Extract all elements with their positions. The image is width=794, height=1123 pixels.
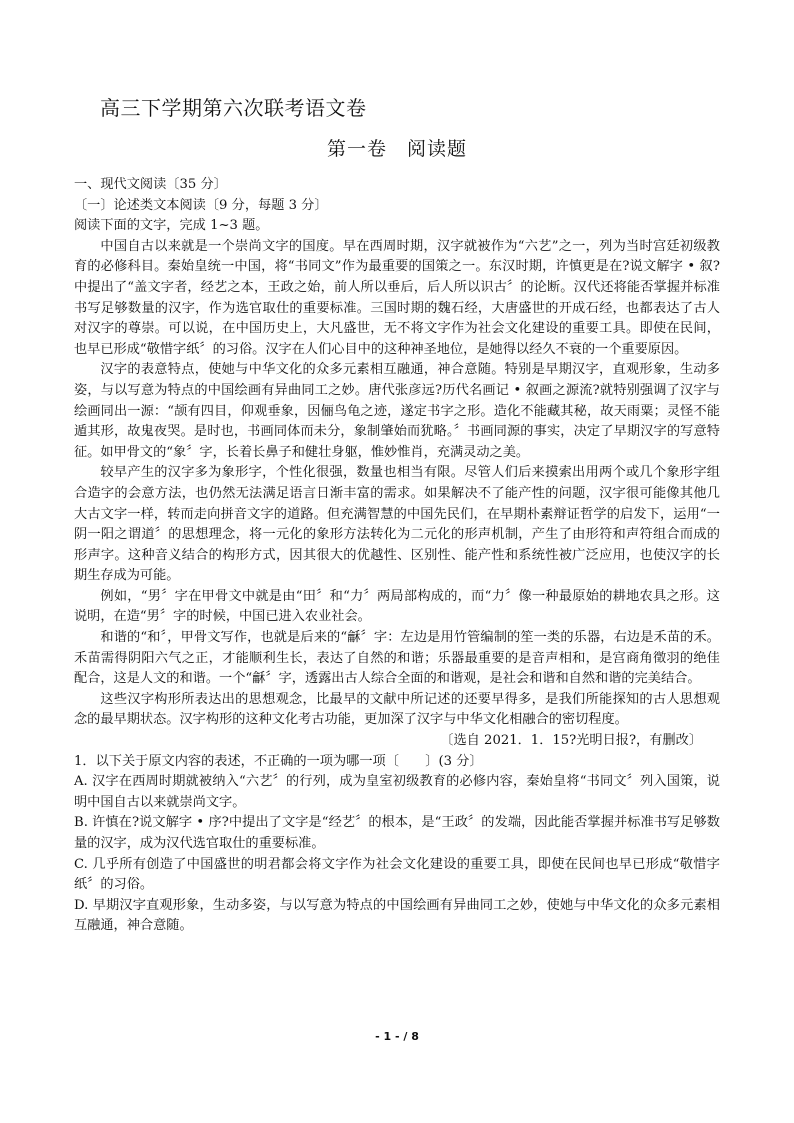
passage-paragraph: 这些汉字构形所表达出的思想观念，比最早的文献中所记述的还要早得多，是我们所能探知的古人思想观念的最早期状态。汉字构形的这种文化考古功能，更加深了汉字与中华文化相融合的密切程度。 — [74, 691, 720, 728]
document-title: 高三下学期第六次联考语文卷 — [100, 96, 367, 120]
document-body — [74, 175, 720, 937]
page-number: - 1 - / 8 — [375, 1030, 419, 1043]
subsection-heading: 〔一〕论述类文本阅读〔9 分，每题 3 分〕 — [74, 197, 328, 213]
reading-instruction: 阅读下面的文字，完成 1~3 题。 — [74, 218, 269, 234]
source-citation: 〔选自 2021．1．15?光明日报?，有删改〕 — [440, 733, 702, 749]
passage-paragraph: 汉字的表意特点，使她与中华文化的众多元素相互融通，神合意随。特别是早期汉字，直观形象，生动多姿，与以写意为特点的中国绘画有异曲同工之妙。唐代张彦远?历代名画记 • 叙画之源流?就特别强调了汉字与绘画同出一源：“颉有四目，仰观垂象，因俪鸟龟之迹，遂定书字之形。造化不能藏其秘，故天雨粟；灵怪不能遁其形，故鬼夜哭。是时也，书画同体而未分，象制肇始而犹略。〞书画同源的事实，决定了早期汉字的写意特征。如甲骨文的“象〞字，长着长鼻子和健壮身躯，惟妙惟肖，充满灵动之美。 — [74, 362, 720, 460]
option-b: B. 许慎在?说文解字 • 序?中提出了文字是“经艺〞的根本，是“王政〞的发端，因此能否掌握并标准书写足够数量的汉字，成为汉代选官取仕的重要标准。 — [74, 815, 720, 851]
passage-paragraph: 中国自古以来就是一个崇尚文字的国度。早在西周时期，汉字就被作为“六艺”之一，列为当时宫廷初级教育的必修科目。秦始皇统一中国，将“书同文”作为最重要的国策之一。东汉时期，许慎更是在?说文解字 • 叙?中提出了“盖文字者，经艺之本，王政之始，前人所以垂后，后人所以识古〞的论断。汉代还将能否掌握并标准书写足够数量的汉字，作为选官取仕的重要标准。三国时期的魏石经，大唐盛世的开成石经，也都表达了古人对汉字的尊崇。可以说，在中国历史上，大凡盛世，无不将文字作为社会文化建设的重要工具。即使在民间，也早已形成“敬惜字纸〞的习俗。汉字在人们心目中的这种神圣地位，是她得以经久不衰的一个重要原因。 — [74, 238, 720, 357]
question-stem: 1．以下关于原文内容的表述，不正确的一项为哪一项〔 〕(3 分〕 — [74, 753, 483, 769]
option-d: D. 早期汉字直观形象，生动多姿，与以写意为特点的中国绘画有异曲同工之妙，使她与中华文化的众多元素相互融通，神合意随。 — [74, 897, 720, 934]
part-heading: 一、现代文阅读〔35 分〕 — [74, 177, 227, 192]
option-a: A. 汉字在西周时期就被纳入“六艺〞的行列，成为皇室初级教育的必修内容，秦始皇将“书同文〞列入国策，说明中国自古以来就崇尚文字。 — [74, 774, 720, 810]
passage-paragraph: 较早产生的汉字多为象形字，个性化很强，数量也相当有限。尽管人们后来摸索出用两个或几个象形字组合造字的会意方法，也仍然无法满足语言日渐丰富的需求。如果解决不了能产性的问题，汉字很可能像其他几大古文字一样，转而走向拼音文字的道路。但充满智慧的中国先民们，在早期朴素辩证哲学的启发下，运用“一阴一阳之谓道〞的思想理念，将一元化的象形方法转化为二元化的形声机制，产生了由形符和声符组合而成的形声字。这种音义结合的构形方式，因其很大的优越性、区别性、能产性和系统性被广泛应用，也使汉字的长期生存成为可能。 — [74, 465, 720, 584]
passage-paragraph: 和谐的“和〞，甲骨文写作，也就是后来的“龢〞字：左边是用竹管编制的笙一类的乐器，右边是禾苗的禾。禾苗需得阴阳六气之正，才能顺利生长，表达了自然的和谐；乐器最重要的是音声相和，是宫商角徵羽的绝佳配合，这是人文的和谐。一个“龢〞字，透露出古人综合全面的和谐观，是社会和谐和自然和谐的完美结合。 — [74, 630, 720, 687]
passage-paragraph: 例如，“男〞字在甲骨文中就是由“田〞和“力〞两局部构成的，而“力〞像一种最原始的耕地农具之形。这说明，在造“男〞字的时候，中国已进入农业社会。 — [74, 588, 720, 625]
option-c: C. 几乎所有创造了中国盛世的明君都会将文字作为社会文化建设的重要工具，即使在民间也早已形成“敬惜字纸〞的习俗。 — [74, 856, 720, 893]
section-title: 第一卷 阅读题 — [326, 138, 467, 160]
